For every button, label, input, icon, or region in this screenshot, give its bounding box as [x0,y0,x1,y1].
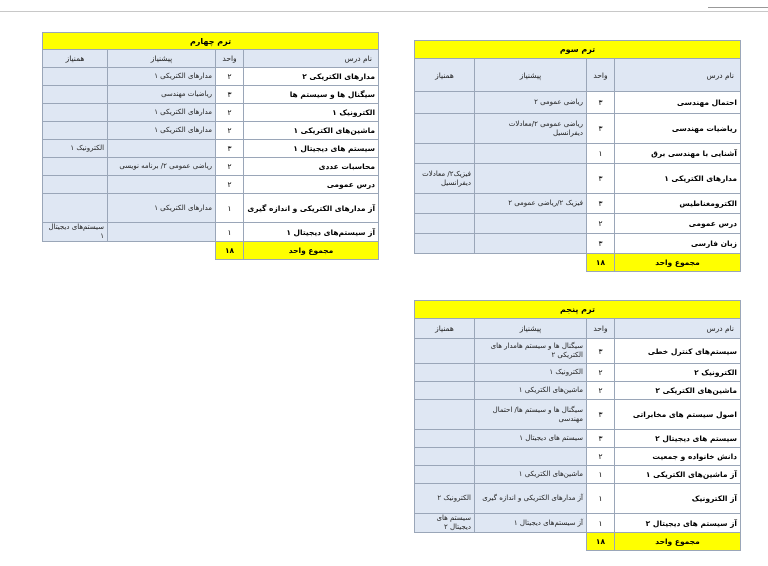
course-units: ۲ [216,176,244,194]
course-units: ۲ [216,104,244,122]
course-row [43,104,379,122]
course-coreq [43,194,108,223]
term5-table [414,300,741,551]
header-name: نام درس [615,59,741,92]
term5-title: ترم پنجم [415,301,741,319]
course-coreq [415,400,475,430]
course-name: آز ماشین‌های الکتریکی ۱ [615,466,741,484]
course-prereq: ریاضی عمومی ۲ [475,92,587,114]
course-units: ۳ [587,430,615,448]
course-units: ۳ [216,86,244,104]
course-prereq: آز سیستم‌های دیجیتال ۱ [475,514,587,533]
course-coreq [415,466,475,484]
header-prereq: پیشنیاز [108,50,216,68]
page-top-border [0,0,768,12]
course-units: ۳ [587,164,615,194]
course-prereq: مدارهای الکتریکی ۱ [108,104,216,122]
term4-title: ترم چهارم [43,33,379,50]
course-name: الکترونیک ۱ [244,104,379,122]
course-row [415,448,741,466]
course-coreq [415,339,475,364]
header-units: واحد [587,319,615,339]
course-name: آز مدارهای الکتریکی و اندازه گیری [244,194,379,223]
course-row [43,122,379,140]
course-coreq: سیستم‌های دیجیتال ۱ [43,223,108,242]
course-name: ماشین‌های الکتریکی ۱ [244,122,379,140]
course-units: ۳ [587,339,615,364]
course-row [415,92,741,114]
course-units: ۲ [587,382,615,400]
course-units: ۳ [587,234,615,254]
course-name: محاسبات عددی [244,158,379,176]
course-row [43,194,379,223]
header-name: نام درس [244,50,379,68]
course-name: آز سیستم‌های دیجیتال ۱ [244,223,379,242]
course-coreq [415,114,475,144]
course-name: زبان فارسی [615,234,741,254]
course-units: ۱ [587,514,615,533]
course-name: درس عمومی [615,214,741,234]
course-coreq [43,86,108,104]
course-coreq [43,158,108,176]
course-prereq [475,214,587,234]
header-units: واحد [216,50,244,68]
course-row [415,144,741,164]
course-row [415,364,741,382]
course-coreq [43,104,108,122]
course-coreq: سیستم های دیجیتال ۲ [415,514,475,533]
blank-cell [43,242,216,260]
course-prereq [108,223,216,242]
course-prereq: سیستم های دیجیتال ۱ [475,430,587,448]
course-units: ۲ [587,214,615,234]
course-prereq [108,140,216,158]
course-coreq [415,364,475,382]
course-row [43,176,379,194]
course-coreq: الکترونیک ۲ [415,484,475,514]
course-row [415,194,741,214]
course-row [415,484,741,514]
course-coreq [415,214,475,234]
course-name: مدارهای الکتریکی ۲ [244,68,379,86]
header-units: واحد [587,59,615,92]
course-coreq [415,234,475,254]
course-name: سیستم های دیجیتال ۲ [615,430,741,448]
course-units: ۳ [587,194,615,214]
course-coreq [415,382,475,400]
course-prereq: مدارهای الکتریکی ۱ [108,122,216,140]
course-units: ۱ [587,144,615,164]
course-prereq: ریاضی عمومی ۲/معادلات دیفرانسیل [475,114,587,144]
course-name: دانش خانواده و جمعیت [615,448,741,466]
term3-title: ترم سوم [415,41,741,59]
course-prereq [475,164,587,194]
term4-total: ۱۸ [216,242,244,260]
course-units: ۲ [216,122,244,140]
course-prereq [475,234,587,254]
course-units: ۱ [587,484,615,514]
course-name: سیگنال ها و سیستم ها [244,86,379,104]
course-row [43,223,379,242]
course-prereq: ماشین‌های الکتریکی ۱ [475,382,587,400]
course-name: آز سیستم های دیجیتال ۲ [615,514,741,533]
course-row [43,86,379,104]
course-name: ماشین‌های الکتریکی ۲ [615,382,741,400]
total-label: مجموع واحد [615,254,741,272]
course-name: احتمال مهندسی [615,92,741,114]
course-name: الکترومغناطیس [615,194,741,214]
course-row [43,140,379,158]
course-prereq: مدارهای الکتریکی ۱ [108,68,216,86]
course-coreq [415,144,475,164]
header-coreq: همنیاز [43,50,108,68]
blank-cell [415,254,587,272]
course-coreq [415,92,475,114]
course-prereq: سیگنال ها و سیستم هامدار های الکتریکی ۲ [475,339,587,364]
course-units: ۱ [216,223,244,242]
course-prereq: آز مدارهای الکتریکی و اندازه گیری [475,484,587,514]
header-coreq: همنیاز [415,59,475,92]
course-name: آشنایی با مهندسی برق [615,144,741,164]
course-row [43,68,379,86]
course-name: ریاضیات مهندسی [615,114,741,144]
course-row [415,430,741,448]
total-label: مجموع واحد [244,242,379,260]
course-units: ۲ [216,158,244,176]
course-units: ۱ [216,194,244,223]
course-prereq: مدارهای الکتریکی ۱ [108,194,216,223]
course-row [415,164,741,194]
blank-cell [415,533,587,551]
course-coreq: الکترونیک ۱ [43,140,108,158]
course-name: الکترونیک ۲ [615,364,741,382]
course-units: ۲ [587,364,615,382]
term4-table [42,32,379,260]
course-coreq [415,448,475,466]
total-label: مجموع واحد [615,533,741,551]
course-row [415,514,741,533]
course-name: مدارهای الکتریکی ۱ [615,164,741,194]
course-coreq [43,68,108,86]
course-row [415,382,741,400]
header-coreq: همنیاز [415,319,475,339]
page-corner-mark [708,7,768,8]
term3-total: ۱۸ [587,254,615,272]
course-row [415,339,741,364]
term5-rows [415,339,741,533]
term4-rows [43,68,379,242]
header-name: نام درس [615,319,741,339]
course-units: ۳ [587,400,615,430]
course-name: درس عمومی [244,176,379,194]
course-row [415,400,741,430]
term3-table [414,40,741,272]
course-prereq: سیگنال ها و سیستم ها/ احتمال مهندسی [475,400,587,430]
course-prereq: الکترونیک ۱ [475,364,587,382]
course-units: ۳ [587,92,615,114]
course-coreq: فیزیک۲/ معادلات دیفرانسیل [415,164,475,194]
course-prereq: ماشین‌های الکتریکی ۱ [475,466,587,484]
course-row [43,158,379,176]
course-name: سیستم‌های کنترل خطی [615,339,741,364]
course-name: اصول سیستم های مخابراتی [615,400,741,430]
course-name: آز الکترونیک [615,484,741,514]
header-prereq: پیشنیاز [475,59,587,92]
term5-total: ۱۸ [587,533,615,551]
course-coreq [415,194,475,214]
course-units: ۱ [587,466,615,484]
course-coreq [415,430,475,448]
course-row [415,214,741,234]
course-coreq [43,176,108,194]
course-prereq: فیزیک ۲/ریاضی عمومی ۲ [475,194,587,214]
course-prereq [475,144,587,164]
course-row [415,234,741,254]
course-prereq: ریاضیات مهندسی [108,86,216,104]
course-units: ۲ [216,68,244,86]
term3-rows [415,92,741,254]
course-units: ۲ [587,448,615,466]
header-prereq: پیشنیاز [475,319,587,339]
course-prereq [475,448,587,466]
course-units: ۳ [587,114,615,144]
course-prereq [108,176,216,194]
course-row [415,466,741,484]
course-name: سیستم های دیجیتال ۱ [244,140,379,158]
course-prereq: ریاضی عمومی ۲/ برنامه نویسی [108,158,216,176]
course-units: ۳ [216,140,244,158]
course-coreq [43,122,108,140]
course-row [415,114,741,144]
